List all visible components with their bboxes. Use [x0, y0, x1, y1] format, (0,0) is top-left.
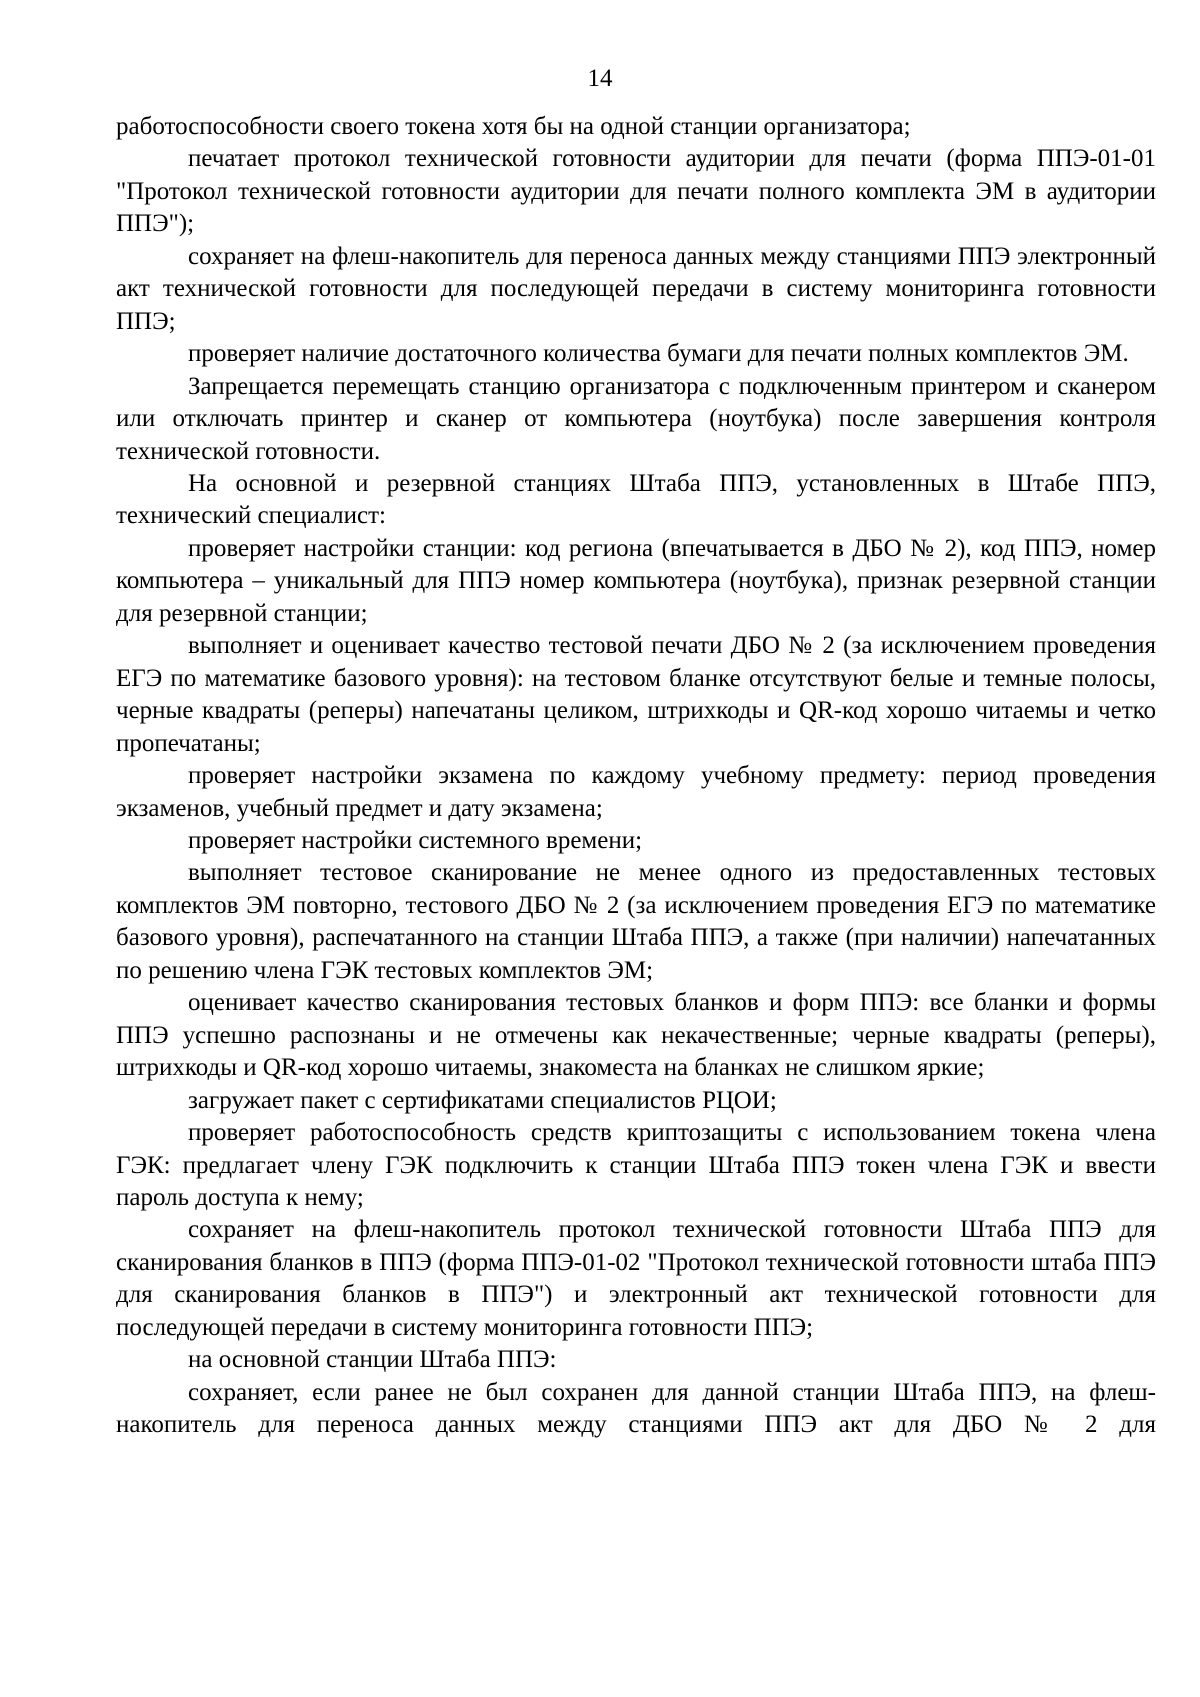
paragraph-10: проверяет настройки системного времени; [188, 826, 643, 854]
paragraph-1: работоспособности своего токена хотя бы на одной станции организатора; [116, 113, 911, 140]
paragraph-16: на основной станции Штаба ППЭ: [188, 1346, 557, 1374]
page-number: 14 [587, 65, 613, 92]
document-body [116, 111, 1156, 1442]
paragraph-8: выполняет и оценивает качество тестовой печати ДБО № 2 (за исключением проведения ЕГЭ по математике базового уровня): на тестовом бланке отсутствуют белые и темные полосы, черные квадраты (реперы) напечатаны целиком, штрихкоды и QR-код хорошо читаемы и четко пропечатаны; [116, 632, 1156, 757]
paragraph-3: сохраняет на флеш-накопитель для переноса данных между станциями ППЭ электронный акт технической готовности для последующей передачи в систему мониторинга готовности ППЭ; [116, 242, 1156, 335]
paragraph-15: сохраняет на флеш-накопитель протокол технической готовности Штаба ППЭ для сканирования бланков в ППЭ (форма ППЭ-01-02 "Протокол технической готовности штаба ППЭ для сканирования бланков в ППЭ") и электронный акт технической готовности для последующей передачи в систему мониторинга готовности ППЭ; [116, 1216, 1156, 1341]
paragraph-13: загружает пакет с сертификатами специалистов РЦОИ; [188, 1086, 777, 1114]
paragraph-5: Запрещается перемещать станцию организатора с подключенным принтером и сканером или отключать принтер и сканер от компьютера (ноутбука) после завершения контроля технической готовности. [116, 372, 1156, 465]
paragraph-12: оценивает качество сканирования тестовых бланков и форм ППЭ: все бланки и формы ППЭ успешно распознаны и не отмечены как некачественные; черные квадраты (реперы), штрихкоды и QR-код хорошо читаемы, знакоместа на бланках не слишком яркие; [116, 989, 1156, 1082]
paragraph-17: сохраняет, если ранее не был сохранен для данной станции Штаба ППЭ, на флеш-накопитель для переноса данных между станциями ППЭ акт для ДБО № 2 для [116, 1378, 1156, 1439]
paragraph-2: печатает протокол технической готовности аудитории для печати (форма ППЭ-01-01 "Протокол технической готовности аудитории для печати полного комплекта ЭМ в аудитории ППЭ"); [116, 145, 1156, 238]
paragraph-4: проверяет наличие достаточного количества бумаги для печати полных комплектов ЭМ. [188, 340, 1129, 368]
paragraph-11: выполняет тестовое сканирование не менее одного из предоставленных тестовых комплектов ЭМ повторно, тестового ДБО № 2 (за исключением проведения ЕГЭ по математике базового уровня), распечатанного на станции Штаба ППЭ, а также (при наличии) напечатанных по решению члена ГЭК тестовых комплектов ЭМ; [116, 859, 1156, 984]
paragraph-6: На основной и резервной станциях Штаба ППЭ, установленных в Штабе ППЭ, технический специалист: [116, 469, 1156, 530]
paragraph-9: проверяет настройки экзамена по каждому учебному предмету: период проведения экзаменов, учебный предмет и дату экзамена; [116, 762, 1156, 822]
paragraph-7: проверяет настройки станции: код региона (впечатывается в ДБО № 2), код ППЭ, номер компьютера – уникальный для ППЭ номер компьютера (ноутбука), признак резервной станции для резервной станции; [116, 534, 1156, 627]
paragraph-14: проверяет работоспособность средств криптозащиты с использованием токена члена ГЭК: предлагает члену ГЭК подключить к станции Штаба ППЭ токен члена ГЭК и ввести пароль доступа к нему; [116, 1119, 1156, 1211]
